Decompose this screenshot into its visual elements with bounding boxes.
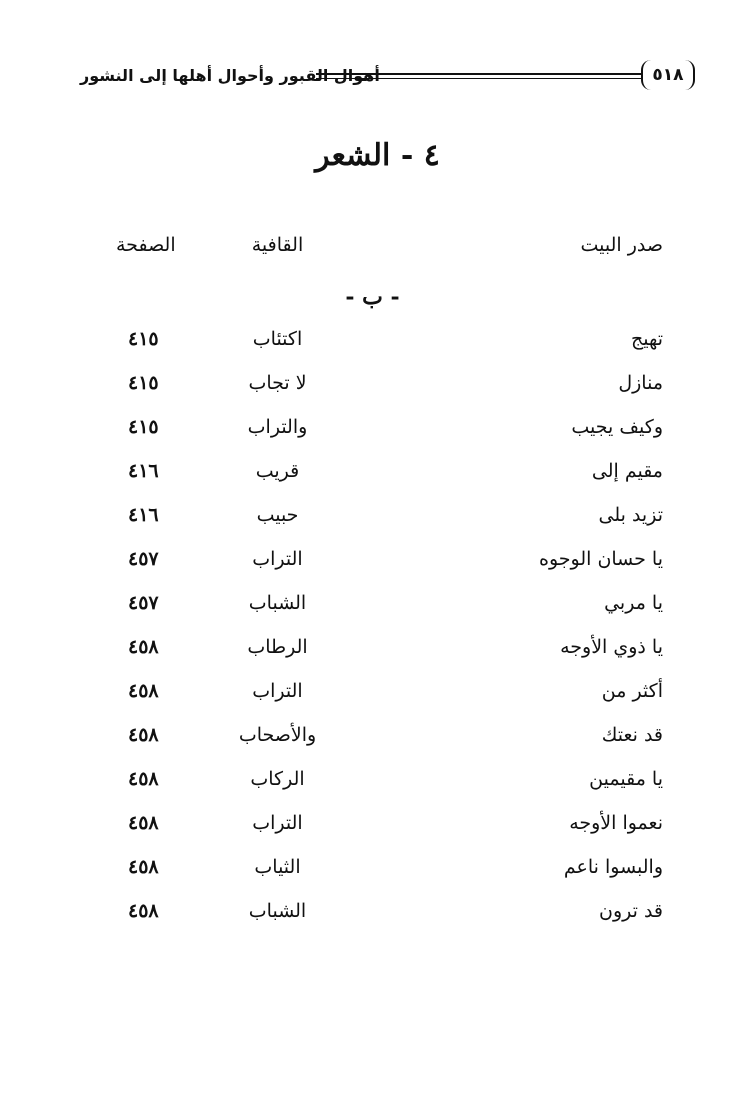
rhyme-cell: لا تجاب (248, 372, 307, 394)
rhyme-cell: التراب (252, 812, 303, 834)
rhyme-cell: التراب (252, 680, 303, 702)
page-cell: ٤١٥ (128, 372, 159, 394)
rhyme-cell: الثياب (254, 856, 301, 878)
rhyme-cell: قريب (255, 460, 300, 482)
page-cell: ٤١٦ (128, 504, 159, 526)
rhyme-cell: والتراب (247, 416, 308, 438)
table-row (0, 674, 755, 718)
page-cell: ٤٥٨ (128, 724, 159, 746)
page-cell: ٤١٦ (128, 460, 159, 482)
verse-start-cell: مقيم إلى (591, 460, 663, 482)
running-header-title: أهوال القبور وأحوال أهلها إلى النشور (80, 66, 380, 85)
rhyme-cell: والأصحاب (238, 724, 317, 746)
column-header-verse-start: صدر البيت (580, 234, 663, 256)
table-row (0, 498, 755, 542)
page-cell: ٤٥٨ (128, 856, 159, 878)
table-row (0, 410, 755, 454)
table-row (0, 586, 755, 630)
table-row (0, 454, 755, 498)
rhyme-cell: اكتئاب (252, 328, 303, 350)
table-row (0, 366, 755, 410)
table-row (0, 322, 755, 366)
verse-start-cell: نعموا الأوجه (569, 812, 663, 834)
page-cell: ٤٥٧ (128, 592, 159, 614)
page-cell: ٤٥٨ (128, 900, 159, 922)
section-title: ٤ - الشعر (315, 138, 440, 173)
verse-start-cell: وكيف يجيب (571, 416, 663, 438)
verse-start-cell: أكثر من (601, 680, 663, 702)
column-header-rhyme: القافية (251, 234, 304, 256)
page-number: ٥١٨ (641, 60, 695, 90)
verse-start-cell: منازل (618, 372, 663, 394)
running-header (80, 60, 695, 96)
table-row (0, 806, 755, 850)
verse-start-cell: يا مربي (604, 592, 663, 614)
page-cell: ٤١٥ (128, 416, 159, 438)
page-cell: ٤٥٨ (128, 636, 159, 658)
table-row (0, 850, 755, 894)
rhyme-cell: الرطاب (247, 636, 308, 658)
page-cell: ٤٥٨ (128, 680, 159, 702)
table-row (0, 630, 755, 674)
rhyme-cell: التراب (252, 548, 303, 570)
verse-start-cell: قد ترون (599, 900, 663, 922)
verse-start-cell: يا مقيمين (589, 768, 663, 790)
page-cell: ٤١٥ (128, 328, 159, 350)
poetry-index-table (0, 322, 755, 938)
page-cell: ٤٥٨ (128, 812, 159, 834)
header-rule (316, 73, 641, 79)
verse-start-cell: يا ذوي الأوجه (560, 636, 663, 658)
table-row (0, 542, 755, 586)
rhyme-cell: الركاب (250, 768, 305, 790)
table-row (0, 718, 755, 762)
page-cell: ٤٥٨ (128, 768, 159, 790)
table-row (0, 894, 755, 938)
rhyme-cell: الشباب (248, 592, 307, 614)
column-header-page: الصفحة (116, 234, 176, 256)
verse-start-cell: قد نعتك (601, 724, 663, 746)
page-cell: ٤٥٧ (128, 548, 159, 570)
table-row (0, 762, 755, 806)
rhyme-cell: حبيب (256, 504, 299, 526)
letter-group-marker: - ب - (345, 284, 400, 310)
rhyme-cell: الشباب (248, 900, 307, 922)
verse-start-cell: يا حسان الوجوه (539, 548, 663, 570)
verse-start-cell: تزيد بلى (598, 504, 663, 526)
verse-start-cell: والبسوا ناعم (563, 856, 663, 878)
verse-start-cell: تهيج (630, 328, 663, 350)
